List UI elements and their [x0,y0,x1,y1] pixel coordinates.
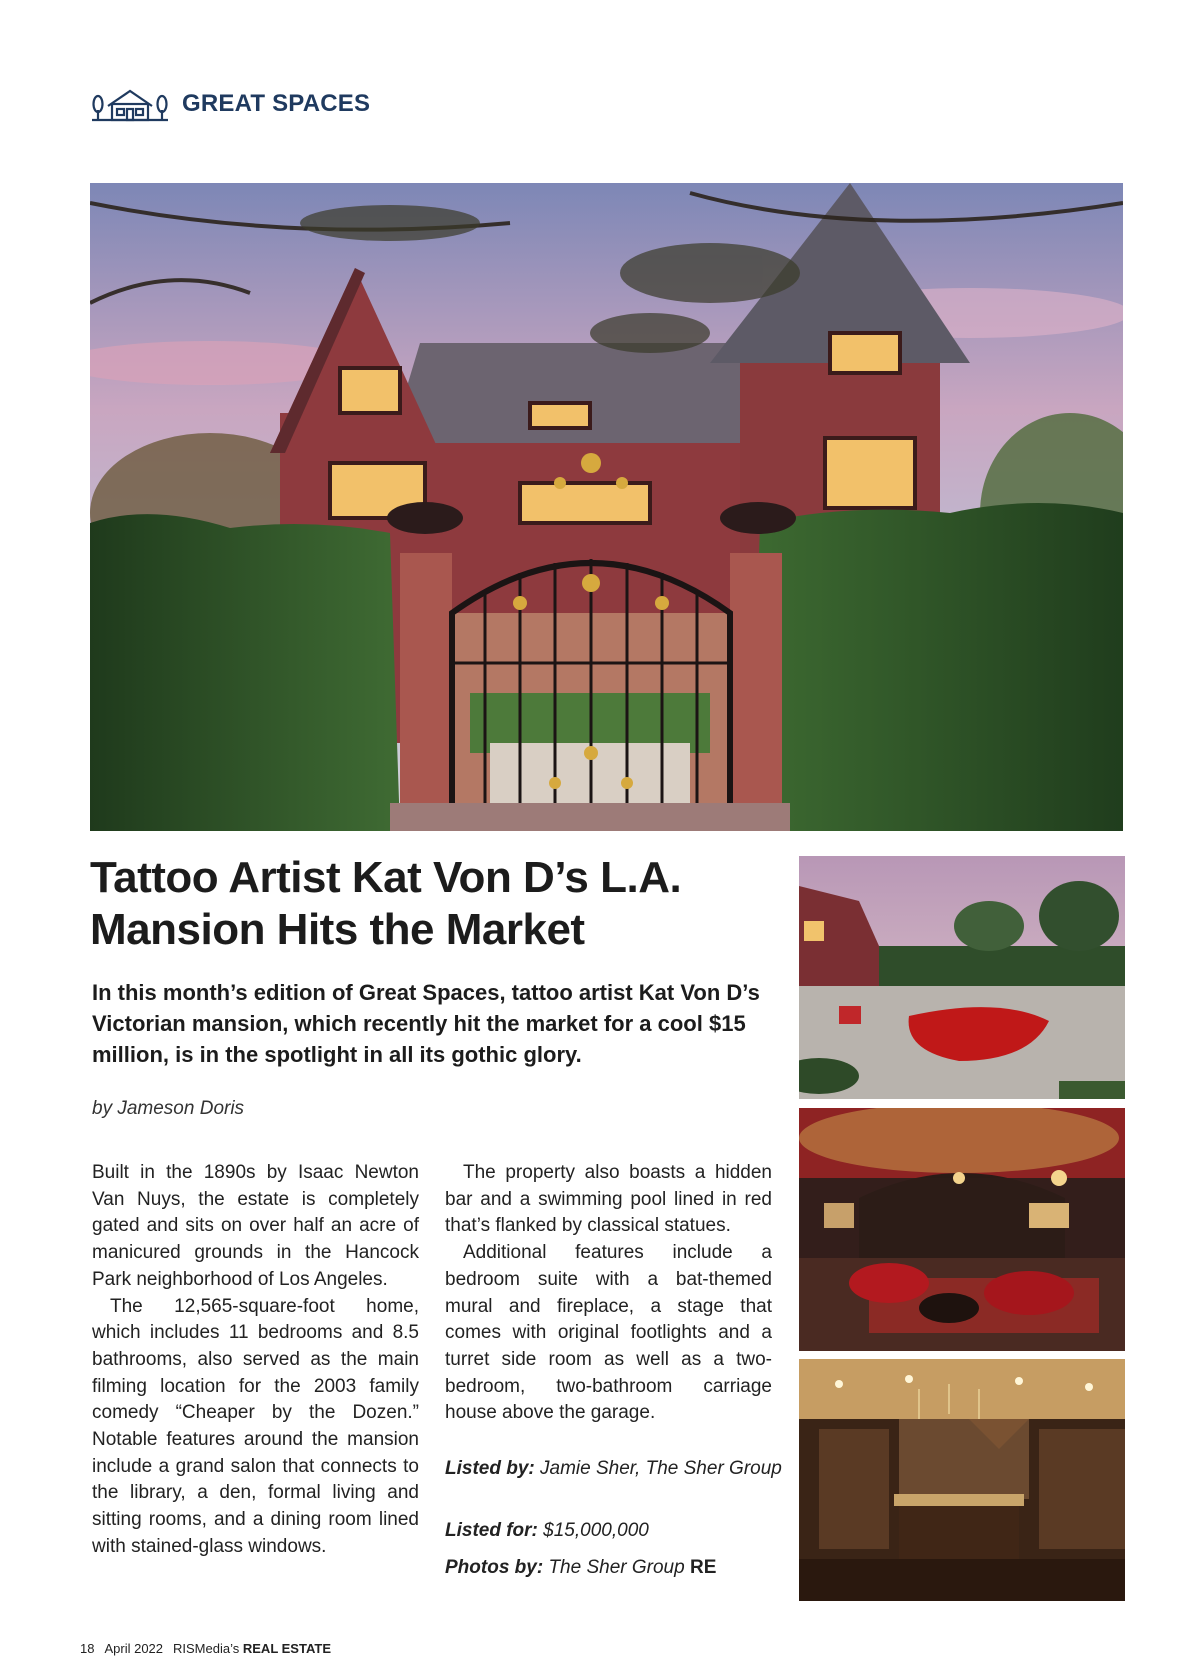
photos-by-value: The Sher Group [548,1557,685,1578]
photo-pool [799,856,1125,1099]
headline [90,852,780,956]
listed-for-credit [445,1518,785,1544]
end-mark: RE [689,1557,717,1578]
listed-for-label: Listed for: [445,1520,538,1541]
body-paragraph: Additional features include a bedroom suite with a bat-themed mural and fireplace, a stage that comes with original footlights and a turret side room as well as a two-bedroom, two-bathroom carriage house above the garage. [445,1242,772,1424]
hero-photo-mansion [90,183,1123,831]
byline: by Jameson Doris [92,1098,245,1119]
photos-by-label: Photos by: [445,1557,544,1578]
listed-by-credit [445,1456,785,1482]
publication-title [173,1641,331,1656]
section-title: GREAT SPACES [182,90,371,117]
listed-by-value: Jamie Sher, The Sher Group [540,1458,782,1479]
body-paragraph: The property also boasts a hidden bar and a swimming pool lined in red that’s flanked by classical statues. [445,1162,772,1237]
house-trees-icon [90,86,170,122]
body-paragraph: Built in the 1890s by Isaac Newton Van Nuys, the estate is completely gated and sits on over half an acre of manicured grounds in the Hancock Park neighborhood of Los Angeles. [92,1162,419,1290]
publication-name: REAL ESTATE [242,1641,331,1656]
deck-summary: In this month’s edition of Great Spaces, tattoo artist Kat Von D’s Victorian mansion, which recently hit the market for a cool $15 million, is in the spotlight in all its gothic glory. [92,980,760,1067]
photo-grand-salon [799,1108,1125,1351]
listed-for-value: $15,000,000 [543,1520,649,1541]
publication-prefix: RISMedia’s [173,1641,240,1656]
headline-line-1: Tattoo Artist Kat Von D’s L.A. [90,853,682,902]
issue-date: April 2022 [104,1641,164,1656]
body-column-2 [445,1160,772,1427]
page-footer [80,1641,331,1656]
page-number: 18 [80,1641,95,1656]
section-header [90,84,370,124]
photo-kitchen [799,1359,1125,1601]
body-paragraph: The 12,565-square-foot home, which includes 11 bedrooms and 8.5 bathrooms, also served as the main filming location for the 2003 family comedy “Cheaper by the Dozen.” Notable features around the mansion include a grand salon that connects to the library, a den, formal living and sitting rooms, and a dining room lined with stained-glass windows. [92,1295,419,1557]
body-column-1 [92,1160,419,1561]
photos-by-credit [445,1555,785,1581]
headline-line-2: Mansion Hits the Market [90,905,585,954]
listed-by-label: Listed by: [445,1458,535,1479]
